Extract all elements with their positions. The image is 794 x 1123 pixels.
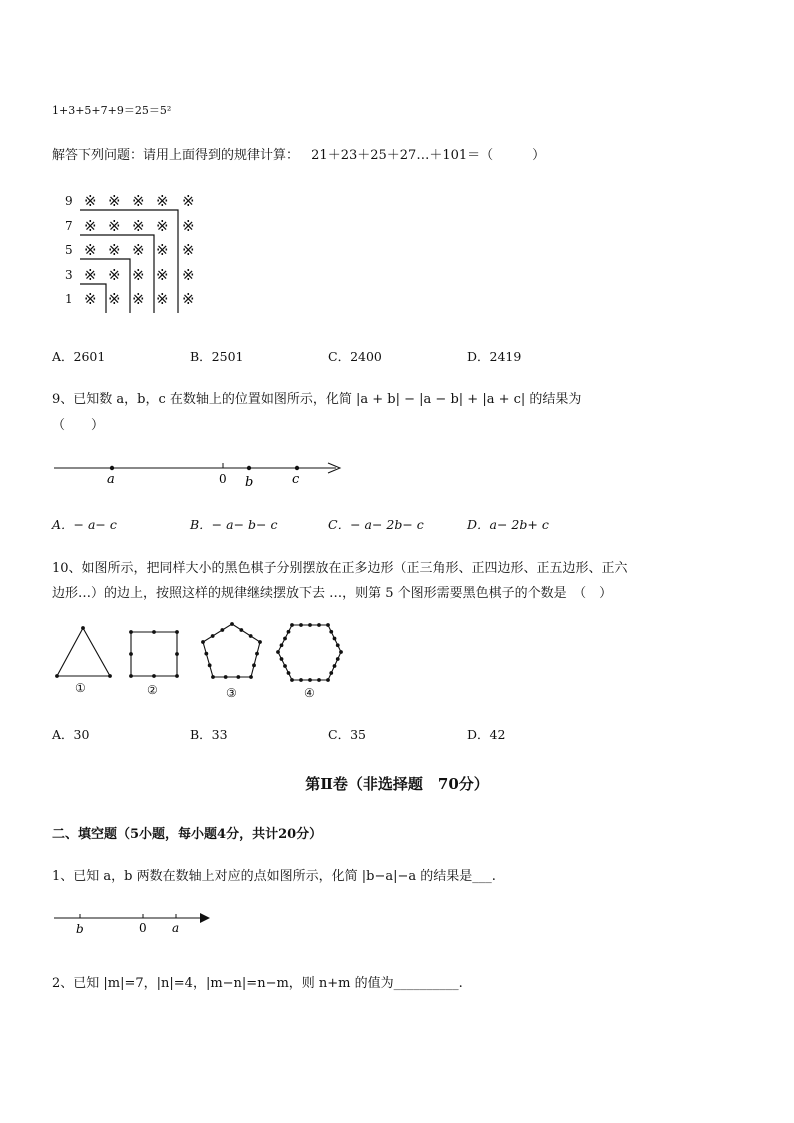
- grid-mark: ※: [182, 266, 195, 284]
- grid-label-1: 1: [65, 292, 73, 306]
- chess-piece-dot: [129, 630, 133, 634]
- q9-option-b[interactable]: B．− a− b− c: [190, 517, 278, 532]
- grid-mark: ※: [84, 217, 97, 235]
- grid-mark: ※: [84, 290, 97, 308]
- f1-label-b: b: [76, 922, 84, 936]
- grid-mark: ※: [108, 241, 121, 259]
- grid-mark: ※: [84, 241, 97, 259]
- chess-piece-dot: [108, 674, 112, 678]
- chess-piece-dot: [249, 675, 253, 679]
- q9-stem-line1: 9、已知数 a，b，c 在数轴上的位置如图所示，化简 |a + b| − |a − b| + |a + c| 的结果为: [52, 392, 582, 407]
- chess-piece-dot: [333, 637, 337, 641]
- q10-option-b[interactable]: B．33: [190, 727, 228, 742]
- grid-label-9: 9: [65, 194, 73, 208]
- grid-label-3: 3: [65, 268, 73, 282]
- q10-option-c[interactable]: C．35: [328, 727, 366, 742]
- f1-label-a: a: [172, 921, 180, 935]
- grid-label-5: 5: [65, 243, 73, 257]
- chess-piece-dot: [175, 652, 179, 656]
- chess-piece-dot: [236, 675, 240, 679]
- chess-piece-dot: [208, 663, 212, 667]
- grid-mark: ※: [132, 266, 145, 284]
- chess-piece-dot: [299, 678, 303, 682]
- square-figure: [131, 632, 177, 676]
- chess-piece-dot: [204, 652, 208, 656]
- chess-piece-dot: [280, 657, 284, 661]
- chess-piece-dot: [317, 623, 321, 627]
- grid-mark: ※: [156, 217, 169, 235]
- grid-mark: ※: [156, 241, 169, 259]
- odd-sum-grid-figure: [60, 188, 210, 318]
- figure-label-4: ④: [304, 686, 315, 700]
- chess-piece-dot: [333, 664, 337, 668]
- f1-stem: 1、已知 a，b 两数在数轴上对应的点如图所示，化简 |b−a|−a 的结果是___.: [52, 869, 496, 884]
- chess-piece-dot: [249, 634, 253, 638]
- chess-piece-dot: [175, 630, 179, 634]
- chess-piece-dot: [283, 664, 287, 668]
- figure-label-1: ①: [75, 681, 86, 695]
- grid-mark: ※: [108, 192, 121, 210]
- figure-label-3: ③: [226, 686, 237, 700]
- chess-piece-dot: [276, 650, 280, 654]
- prev-question-expr: 21＋23＋25＋27…＋101＝（ ）: [311, 148, 546, 163]
- q9-point-c: [295, 466, 299, 470]
- chess-piece-dot: [129, 674, 133, 678]
- q9-label-0: 0: [219, 472, 227, 486]
- chess-piece-dot: [175, 674, 179, 678]
- grid-mark: ※: [84, 266, 97, 284]
- chess-piece-dot: [308, 623, 312, 627]
- chess-piece-dot: [326, 678, 330, 682]
- triangle-figure: [57, 628, 110, 676]
- prev-option-c[interactable]: C．2400: [328, 349, 382, 364]
- q9-stem-line2: （ ）: [52, 418, 105, 433]
- prev-question-lead: 解答下列问题：请用上面得到的规律计算：: [52, 148, 300, 163]
- chess-piece-dot: [220, 628, 224, 632]
- chess-piece-dot: [287, 671, 291, 675]
- q9-label-c: c: [292, 472, 300, 487]
- prev-question-text: [52, 144, 545, 163]
- chess-piece-dot: [308, 678, 312, 682]
- formula-line: 1+3+5+7+9＝25＝5²: [52, 104, 172, 117]
- pentagon-figure: [203, 624, 260, 677]
- q10-stem-line1: 10、如图所示，把同样大小的黑色棋子分别摆放在正多边形（正三角形、正四边形、正五边形、正六: [52, 561, 628, 576]
- grid-mark: ※: [182, 241, 195, 259]
- grid-mark: ※: [156, 266, 169, 284]
- grid-mark: ※: [182, 217, 195, 235]
- q10-stem-line2: 边形…）的边上，按照这样的规律继续摆放下去 …，则第 5 个图形需要黑色棋子的个数是 （ ）: [52, 586, 613, 601]
- chess-piece-dot: [230, 622, 234, 626]
- grid-mark: ※: [156, 192, 169, 210]
- q9-label-b: b: [245, 475, 254, 490]
- q10-polygon-figures: [50, 618, 350, 704]
- section2-heading: 二、填空题（5小题，每小题4分，共计20分）: [52, 827, 323, 842]
- chess-piece-dot: [329, 630, 333, 634]
- chess-piece-dot: [290, 623, 294, 627]
- grid-mark: ※: [132, 217, 145, 235]
- chess-piece-dot: [283, 637, 287, 641]
- chess-piece-dot: [201, 640, 205, 644]
- chess-piece-dot: [329, 671, 333, 675]
- chess-piece-dot: [239, 628, 243, 632]
- grid-mark: ※: [108, 266, 121, 284]
- prev-option-a[interactable]: A．2601: [52, 349, 106, 364]
- chess-piece-dot: [152, 630, 156, 634]
- grid-mark: ※: [84, 192, 97, 210]
- q9-number-line: [50, 456, 350, 492]
- prev-option-d[interactable]: D．2419: [467, 349, 522, 364]
- chess-piece-dot: [255, 652, 259, 656]
- chess-piece-dot: [224, 675, 228, 679]
- grid-mark: ※: [108, 290, 121, 308]
- chess-piece-dot: [252, 663, 256, 667]
- q9-option-c[interactable]: C．− a− 2b− c: [328, 517, 424, 532]
- chess-piece-dot: [336, 643, 340, 647]
- chess-piece-dot: [287, 630, 291, 634]
- q9-option-d[interactable]: D．a− 2b+ c: [467, 517, 549, 532]
- chess-piece-dot: [339, 650, 343, 654]
- chess-piece-dot: [152, 674, 156, 678]
- q9-option-a[interactable]: A．− a− c: [52, 517, 117, 532]
- chess-piece-dot: [211, 634, 215, 638]
- grid-label-7: 7: [65, 219, 73, 233]
- q9-point-b: [247, 466, 251, 470]
- chess-piece-dot: [258, 640, 262, 644]
- grid-mark: ※: [132, 192, 145, 210]
- chess-piece-dot: [129, 652, 133, 656]
- f2-stem: 2、已知 |m|=7，|n|=4，|m−n|=n−m，则 n+m 的值为__________.: [52, 976, 463, 991]
- chess-piece-dot: [317, 678, 321, 682]
- f1-number-line: [50, 908, 220, 938]
- figure-label-2: ②: [147, 683, 158, 697]
- chess-piece-dot: [336, 657, 340, 661]
- f1-label-0: 0: [139, 921, 147, 935]
- grid-mark: ※: [182, 192, 195, 210]
- chess-piece-dot: [299, 623, 303, 627]
- q10-option-a[interactable]: A．30: [52, 727, 90, 742]
- chess-piece-dot: [280, 643, 284, 647]
- grid-mark: ※: [156, 290, 169, 308]
- q10-option-d[interactable]: D．42: [467, 727, 506, 742]
- grid-mark: ※: [132, 290, 145, 308]
- grid-mark: ※: [132, 241, 145, 259]
- chess-piece-dot: [55, 674, 59, 678]
- q9-point-a: [110, 466, 114, 470]
- section-title: 第Ⅱ卷（非选择题 70分）: [305, 775, 489, 793]
- chess-piece-dot: [290, 678, 294, 682]
- prev-option-b[interactable]: B．2501: [190, 349, 244, 364]
- grid-mark: ※: [182, 290, 195, 308]
- grid-mark: ※: [108, 217, 121, 235]
- q9-label-a: a: [107, 472, 115, 487]
- chess-piece-dot: [81, 626, 85, 630]
- chess-piece-dot: [211, 675, 215, 679]
- chess-piece-dot: [326, 623, 330, 627]
